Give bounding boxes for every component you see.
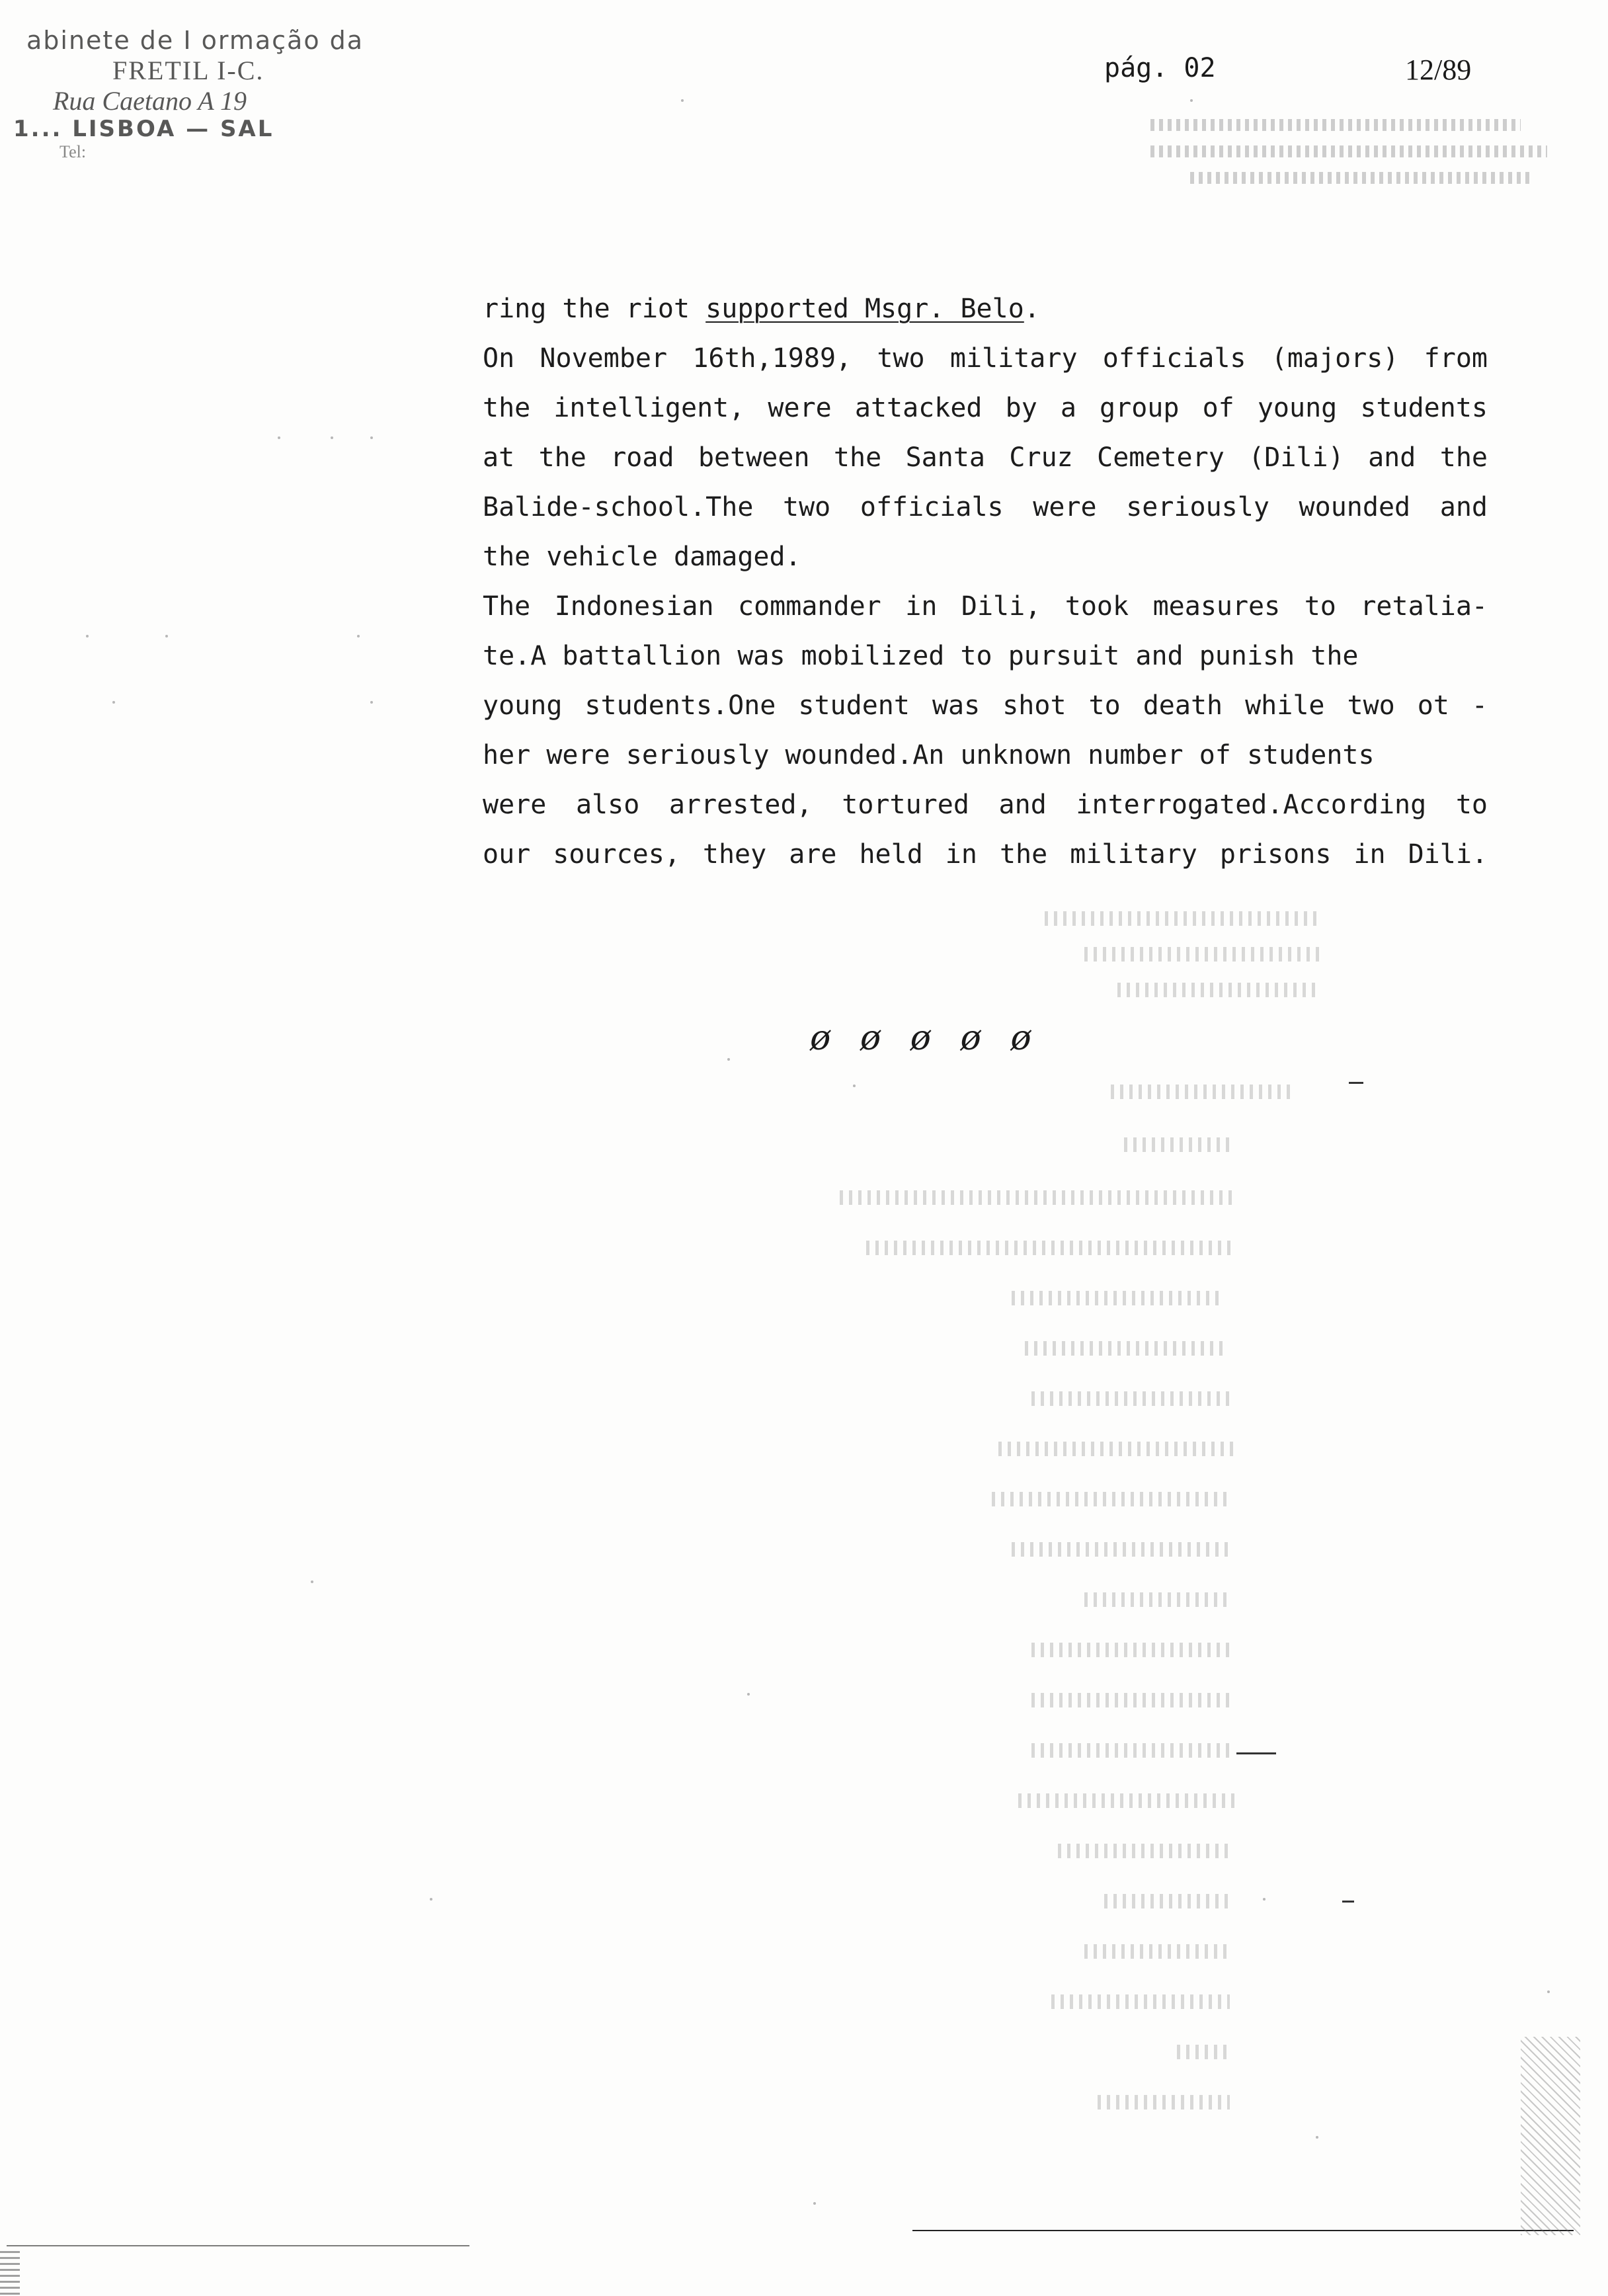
body-line-8: te.A battallion was mobilized to pursuit and punish the	[483, 641, 1359, 671]
page-number: pág. 02	[1104, 53, 1216, 83]
letterhead-line-2: FRETIL I-C.	[112, 55, 264, 85]
letterhead-stamp	[13, 26, 436, 162]
body-line-3: the intelligent, were attacked by a group of young students	[483, 393, 1488, 423]
bottom-rule	[912, 2230, 1574, 2231]
body-line-10: her were seriously wounded.An unknown number of students	[483, 740, 1375, 770]
body-line-9: young students.One student was shot to death while two ot -	[483, 690, 1488, 721]
body-line-2: On November 16th,1989, two military officials (majors) from	[483, 343, 1488, 374]
end-of-text-marks: ø ø ø ø ø	[810, 1018, 1041, 1058]
body-line-11: were also arrested, tortured and interrogated.According to	[483, 790, 1488, 820]
bottom-rule-left	[7, 2245, 469, 2246]
letterhead-line-1: abinete de I ormação da	[26, 26, 364, 55]
letter-body	[483, 284, 1488, 880]
document-number: 12/89	[1405, 54, 1472, 86]
corner-stain	[1521, 2037, 1580, 2235]
underlined-text: supported Msgr. Belo	[705, 294, 1024, 324]
body-line-1: ring the riot supported Msgr. Belo.	[483, 294, 1040, 324]
letterhead-line-3: Rua Caetano A 19	[53, 85, 247, 116]
body-line-4: at the road between the Santa Cruz Cemetery (Dili) and the	[483, 442, 1488, 473]
body-line-5: Balide-school.The two officials were seriously wounded and	[483, 492, 1488, 522]
body-line-12: our sources, they are held in the military prisons in Dili.	[483, 839, 1488, 870]
body-line-7: The Indonesian commander in Dili, took measures to retalia-	[483, 591, 1488, 622]
letterhead-line-5: Tel:	[60, 142, 87, 161]
corner-stain-left	[0, 2248, 20, 2295]
letterhead-line-4: 1... LISBOA — SAL	[13, 115, 274, 142]
body-line-6: the vehicle damaged.	[483, 542, 801, 572]
faded-header-bleed	[1150, 106, 1560, 205]
